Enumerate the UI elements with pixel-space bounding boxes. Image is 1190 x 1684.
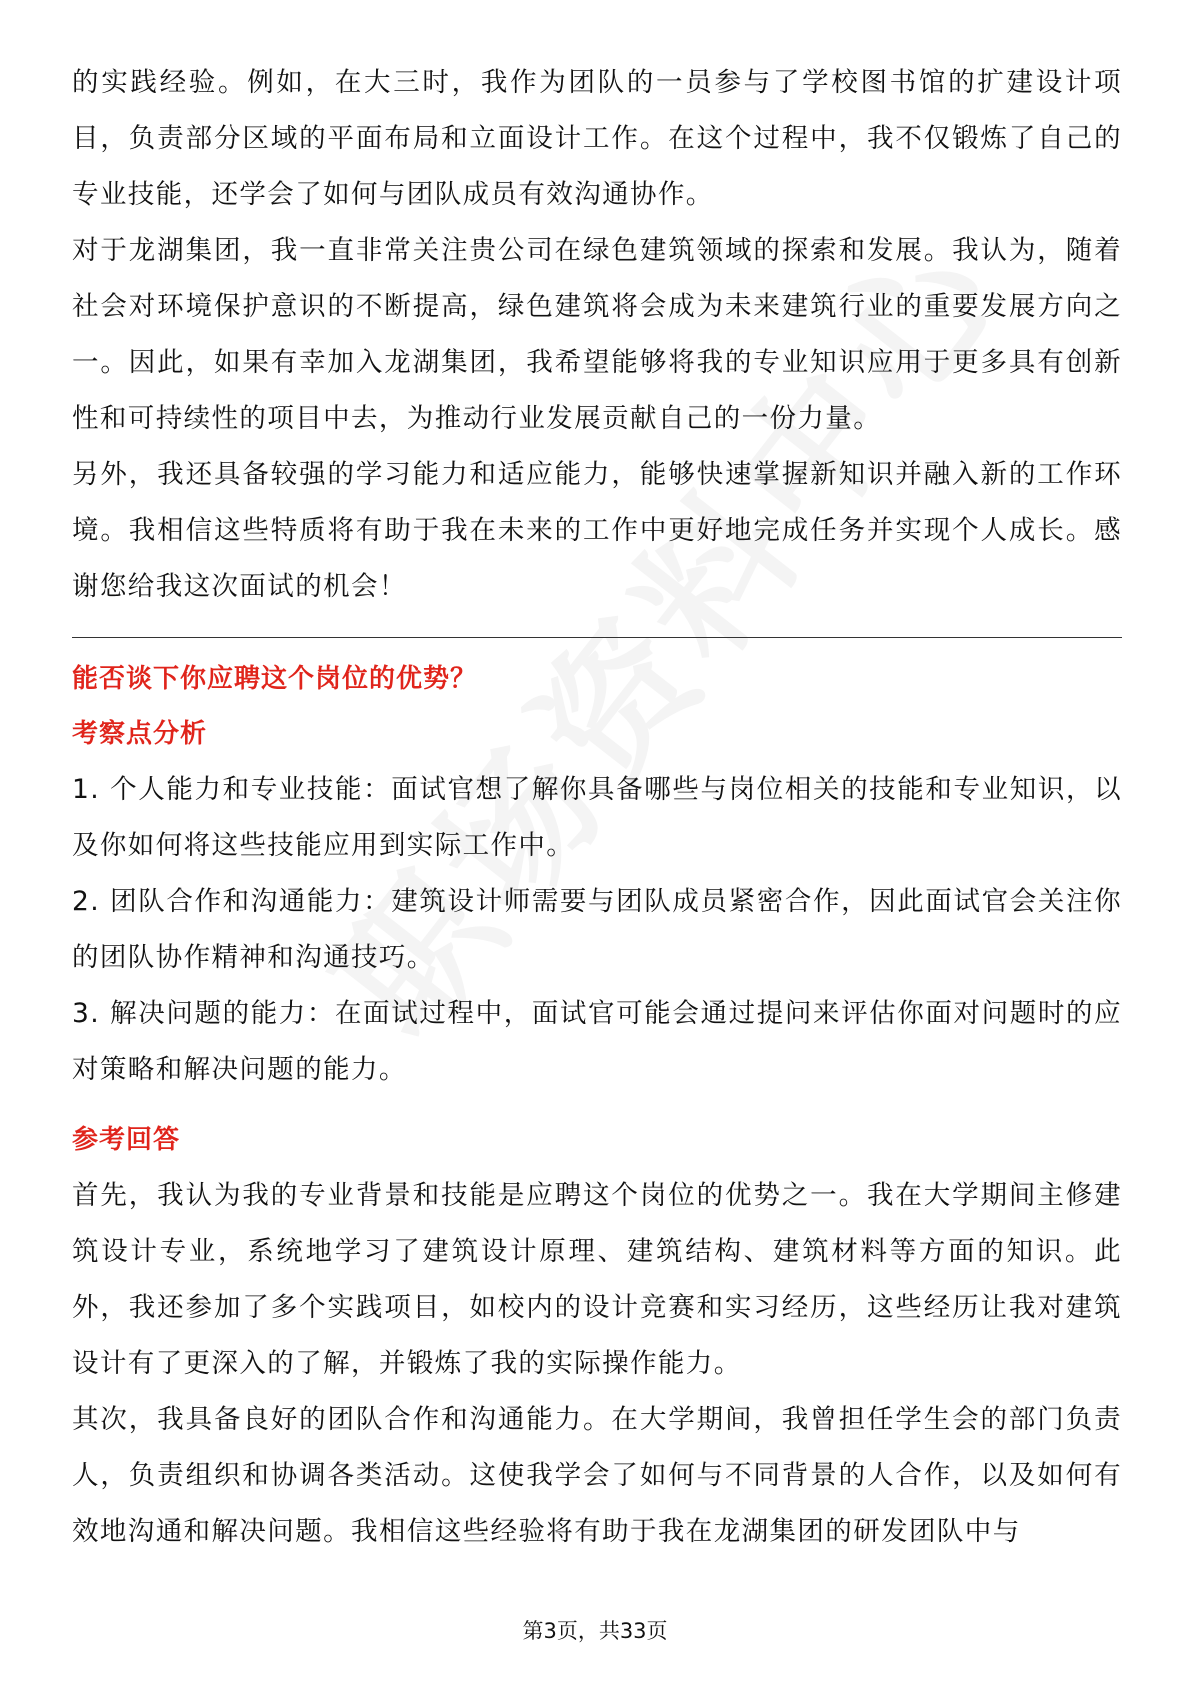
answer-paragraph-1: 首先，我认为我的专业背景和技能是应聘这个岗位的优势之一。我在大学期间主修建筑设计专业，系统地学习了建筑设计原理、建筑结构、建筑材料等方面的知识。此外，我还参加了多个实践项目，如校内的设计竞赛和实习经历，这些经历让我对建筑设计有了更深入的了解，并锻炼了我的实际操作能力。 <box>72 1180 1122 1379</box>
intro-paragraph-2: 对于龙湖集团，我一直非常关注贵公司在绿色建筑领域的探索和发展。我认为，随着社会对环境保护意识的不断提高，绿色建筑将会成为未来建筑行业的重要发展方向之一。因此，如果有幸加入龙湖集团，我希望能够将我的专业知识应用于更多具有创新性和可持续性的项目中去，为推动行业发展贡献自己的一份力量。 <box>72 235 1122 434</box>
page-content <box>72 55 1122 1560</box>
analysis-point-3: 3. 解决问题的能力：在面试过程中，面试官可能会通过提问来评估你面对问题时的应对策略和解决问题的能力。 <box>72 998 1122 1085</box>
answer-title: 参考回答 <box>72 1125 181 1155</box>
analysis-point-2: 2. 团队合作和沟通能力：建筑设计师需要与团队成员紧密合作，因此面试官会关注你的团队协作精神和沟通技巧。 <box>72 886 1122 973</box>
intro-paragraph-3: 另外，我还具备较强的学习能力和适应能力，能够快速掌握新知识并融入新的工作环境。我相信这些特质将有助于我在未来的工作中更好地完成任务并实现个人成长。感谢您给我这次面试的机会！ <box>72 459 1122 602</box>
analysis-point-1: 1. 个人能力和专业技能：面试官想了解你具备哪些与岗位相关的技能和专业知识，以及你如何将这些技能应用到实际工作中。 <box>72 774 1122 861</box>
intro-paragraph-1: 的实践经验。例如，在大三时，我作为团队的一员参与了学校图书馆的扩建设计项目，负责部分区域的平面布局和立面设计工作。在这个过程中，我不仅锻炼了自己的专业技能，还学会了如何与团队成员有效沟通协作。 <box>72 67 1122 210</box>
answer-paragraph-2: 其次，我具备良好的团队合作和沟通能力。在大学期间，我曾担任学生会的部门负责人，负责组织和协调各类活动。这使我学会了如何与不同背景的人合作，以及如何有效地沟通和解决问题。我相信这些经验将有助于我在龙湖集团的研发团队中与 <box>72 1404 1122 1547</box>
page-footer: 第3页，共33页 <box>522 1619 668 1643</box>
question-heading: 能否谈下你应聘这个岗位的优势？ <box>72 664 478 694</box>
analysis-title: 考察点分析 <box>72 719 208 749</box>
section-divider <box>72 637 1122 638</box>
